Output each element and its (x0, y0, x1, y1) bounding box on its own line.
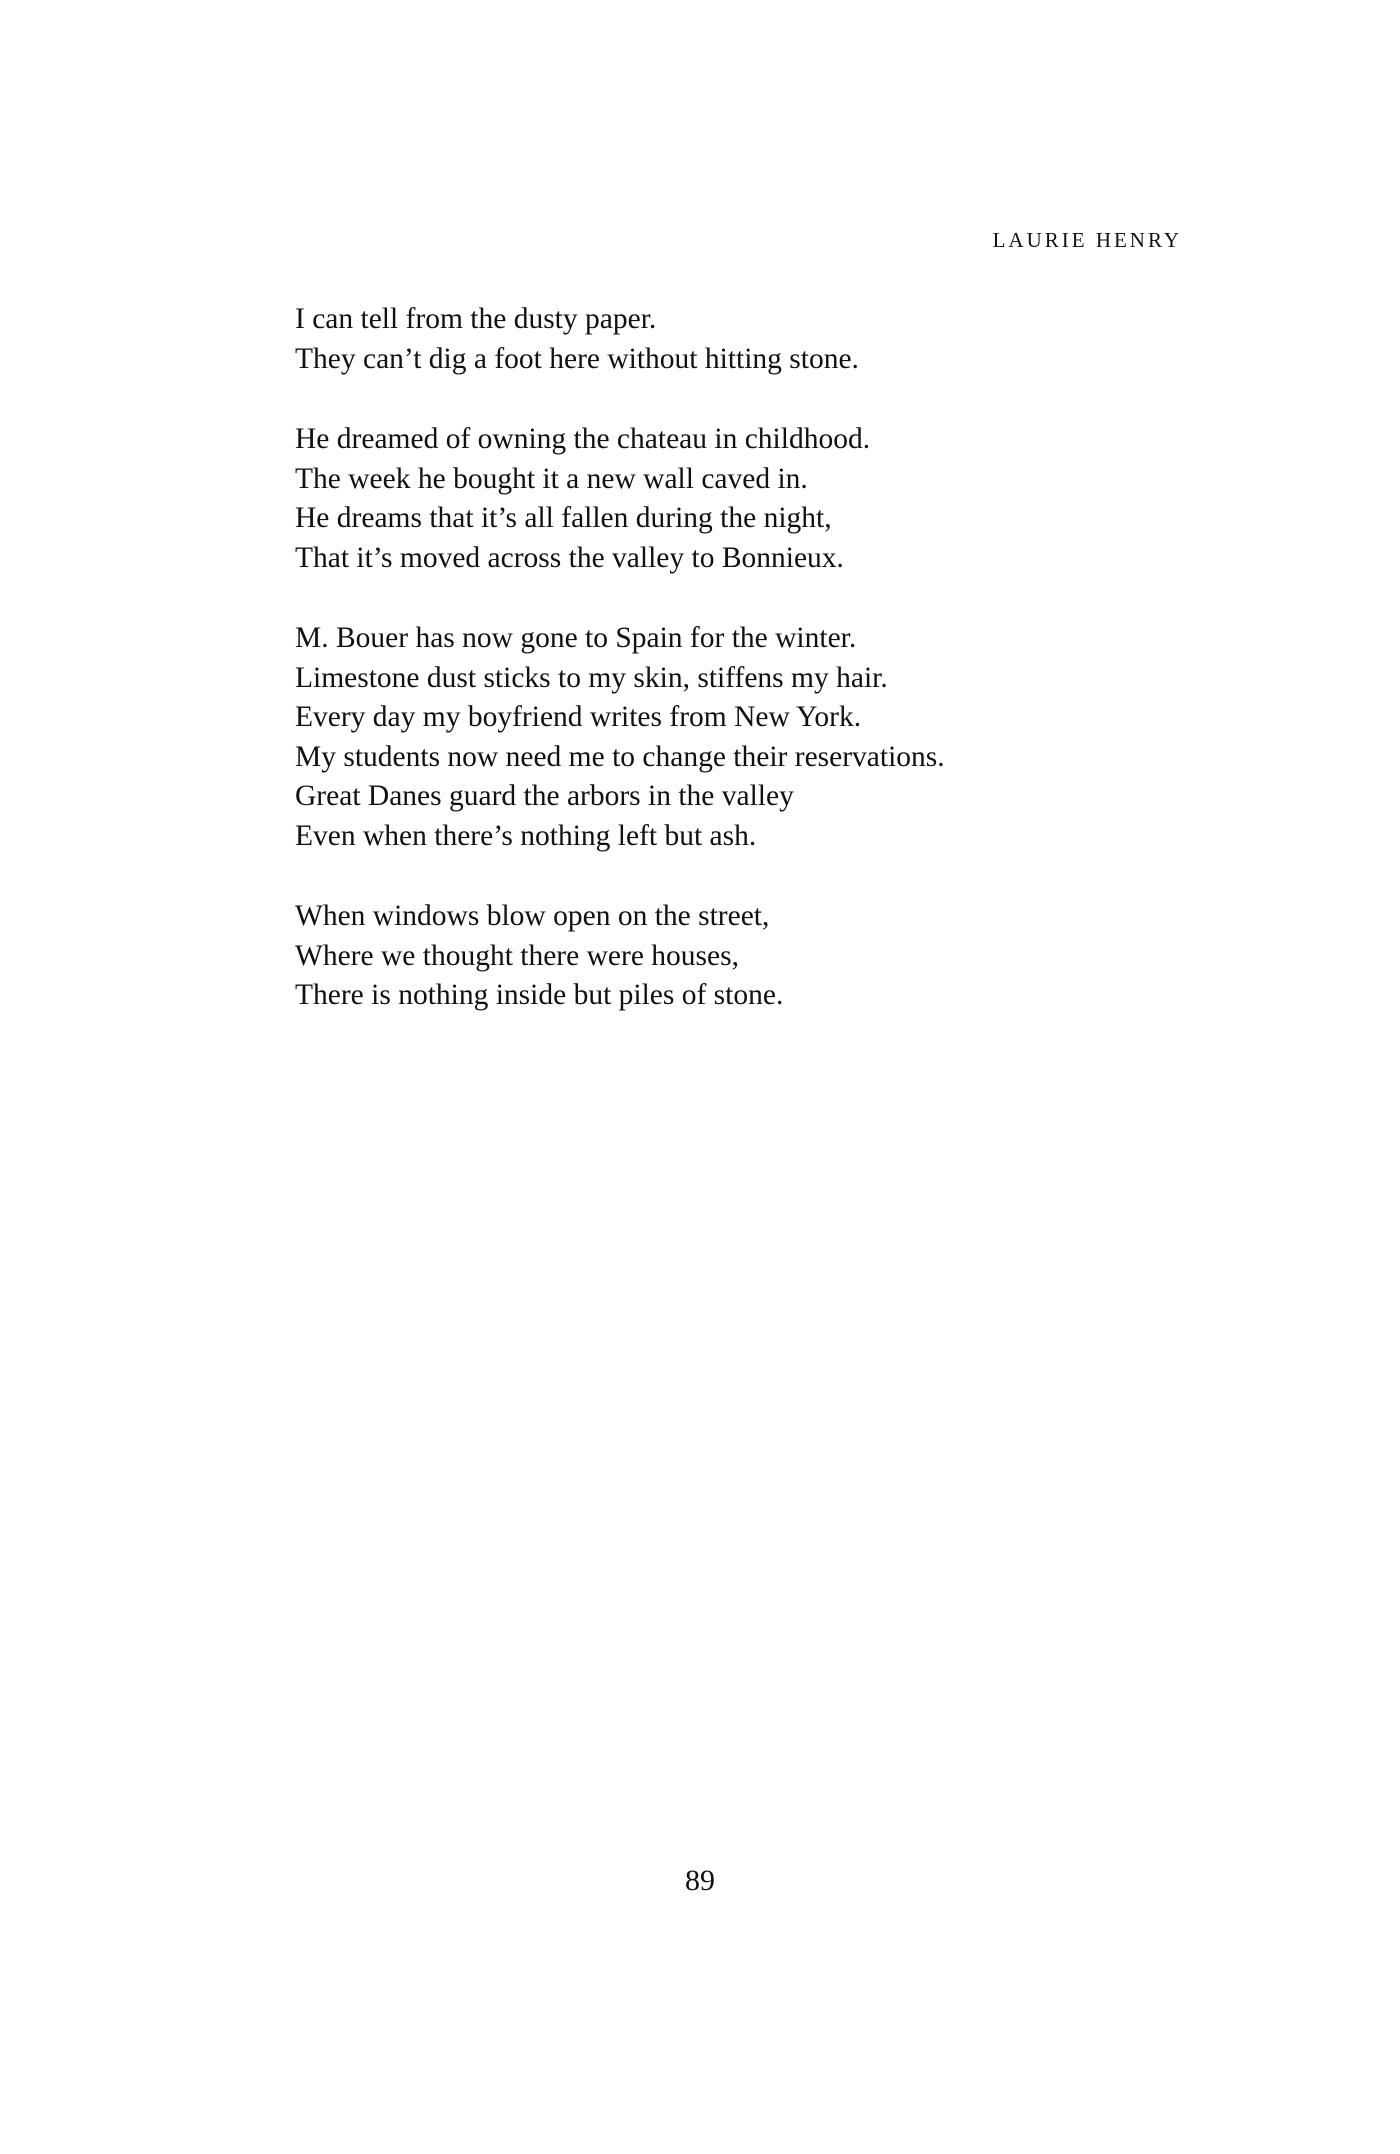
poem-line: That it’s moved across the valley to Bonnieux. (295, 541, 844, 574)
poem-line: He dreamed of owning the chateau in childhood. (295, 423, 871, 455)
page-number: 89 (685, 1864, 715, 1897)
poem-line: He dreams that it’s all fallen during the night, (295, 502, 832, 534)
poem-line: Even when there’s nothing left but ash. (295, 819, 757, 852)
poem-body (295, 300, 1195, 1057)
poem-line: My students now need me to change their reservations. (295, 740, 945, 773)
poem-line: There is nothing inside but piles of stone. (295, 979, 784, 1011)
stanza-1 (295, 300, 1195, 379)
poem-line: M. Bouer has now gone to Spain for the winter. (295, 622, 857, 654)
poem-line: I can tell from the dusty paper. (295, 303, 657, 335)
poem-line: Where we thought there were houses, (295, 939, 739, 972)
running-head: LAURIE HENRY (992, 228, 1182, 252)
poem-line: They can’t dig a foot here without hitting stone. (295, 342, 859, 375)
poem-line: The week he bought it a new wall caved in. (295, 462, 808, 495)
poem-line: When windows blow open on the street, (295, 900, 770, 932)
poem-line: Every day my boyfriend writes from New York. (295, 701, 862, 733)
poem-line: Great Danes guard the arbors in the valley (295, 780, 794, 812)
stanza-2 (295, 420, 1195, 578)
poem-line: Limestone dust sticks to my skin, stiffens my hair. (295, 661, 888, 694)
stanza-3 (295, 619, 1195, 856)
stanza-4 (295, 897, 1195, 1016)
